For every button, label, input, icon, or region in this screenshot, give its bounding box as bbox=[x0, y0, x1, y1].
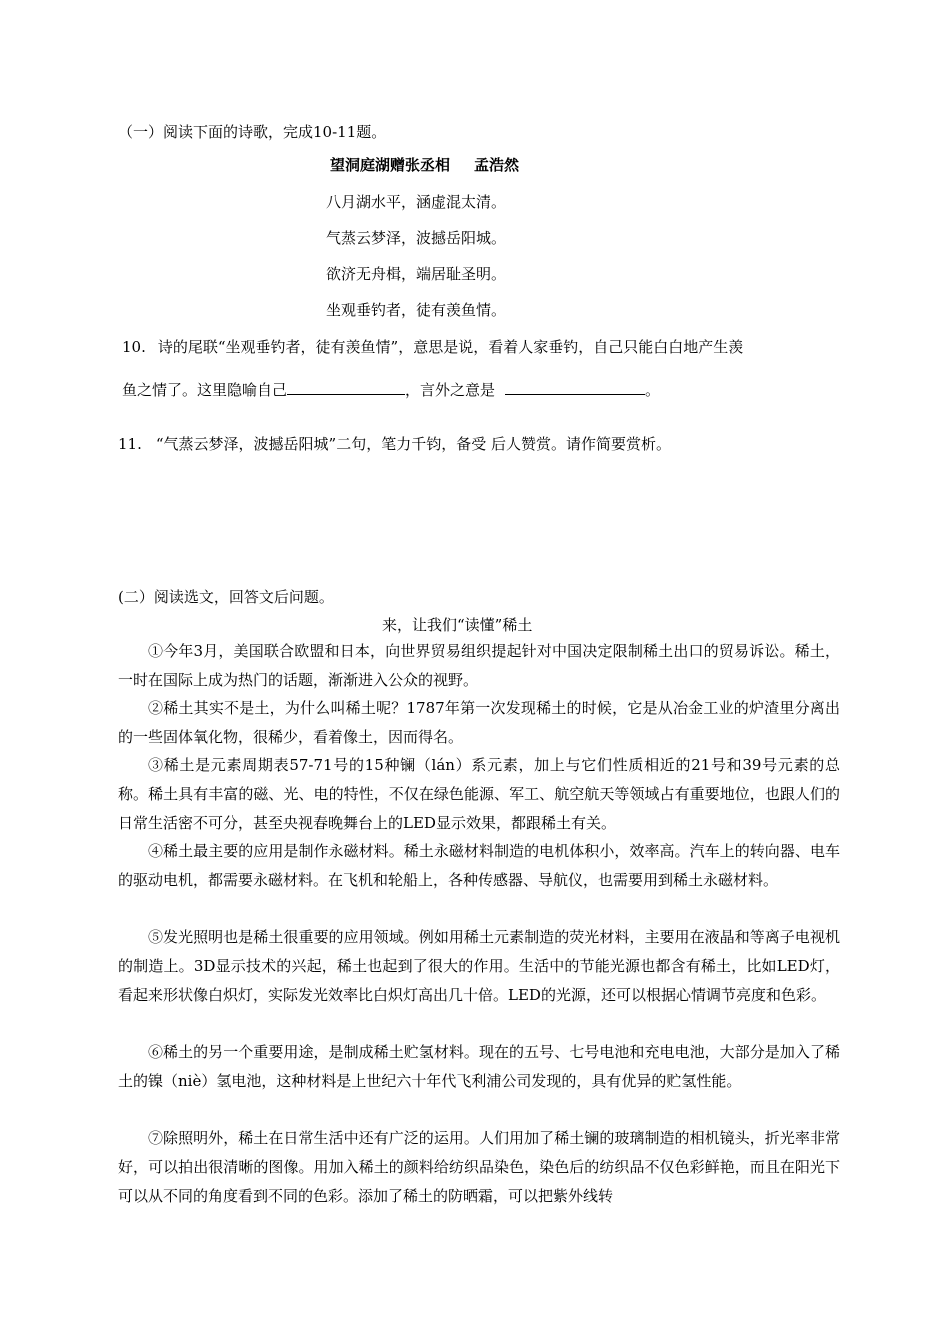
question-10-text-a: 鱼之情了。这里隐喻自己 bbox=[122, 381, 288, 399]
paragraph-3: ③稀土是元素周期表57-71号的15种镧（lán）系元素，加上与它们性质相近的21号和39号元素的总称。稀土具有丰富的磁、光、电的特性，不仅在绿色能源、军工、航空航天等领域占有重要地位，也跟人们的日常生活密不可分，甚至央视春晚舞台上的LED显示效果，都跟稀土有关。 bbox=[118, 756, 840, 832]
question-10-line1 bbox=[122, 337, 743, 357]
section2-heading: (二）阅读选文，回答文后问题。 bbox=[118, 588, 334, 606]
question-11-number: 11. bbox=[118, 435, 142, 453]
question-11 bbox=[118, 434, 671, 454]
paragraph-2: ②稀土其实不是土，为什么叫稀土呢？1787年第一次发现稀土的时候，它是从冶金工业的炉渣里分离出的一些固体氧化物，很稀少，看着像土，因而得名。 bbox=[118, 699, 840, 746]
question-10-number: 10. bbox=[122, 338, 146, 356]
poem-title-line bbox=[330, 155, 519, 175]
question-10-line2 bbox=[122, 378, 660, 400]
paragraph-4: ④稀土最主要的应用是制作永磁材料。稀土永磁材料制造的电机体积小，效率高。汽车上的转向器、电车的驱动电机，都需要永磁材料。在飞机和轮船上，各种传感器、导航仪，也需要用到稀土永磁材料。 bbox=[118, 842, 840, 889]
poem-line: 八月湖水平，涵虚混太清。 bbox=[326, 193, 507, 211]
poem-line: 坐观垂钓者，徒有羡鱼情。 bbox=[326, 301, 507, 319]
poem-line: 欲济无舟楫，端居耻圣明。 bbox=[326, 265, 507, 283]
paragraph-1: ①今年3月，美国联合欧盟和日本，向世界贸易组织提起针对中国决定限制稀土出口的贸易诉讼。稀土，一时在国际上成为热门的话题，渐渐进入公众的视野。 bbox=[118, 642, 840, 689]
question-10-text-c: 。 bbox=[645, 381, 661, 399]
poem-author: 孟浩然 bbox=[474, 156, 520, 174]
section1-heading: （一）阅读下面的诗歌，完成10-11题。 bbox=[118, 123, 387, 141]
answer-blank-1[interactable] bbox=[287, 378, 405, 395]
question-11-text: “气蒸云梦泽，波撼岳阳城”二句，笔力千钧，备受 后人赞赏。请作简要赏析。 bbox=[155, 435, 671, 453]
paragraph-6: ⑥稀土的另一个重要用途，是制成稀土贮氢材料。现在的五号、七号电池和充电电池，大部分是加入了稀土的镍（niè）氢电池，这种材料是上世纪六十年代飞利浦公司发现的，具有优异的贮氢性能。 bbox=[118, 1043, 840, 1090]
answer-blank-2[interactable] bbox=[505, 378, 645, 395]
poem-line: 气蒸云梦泽，波撼岳阳城。 bbox=[326, 229, 507, 247]
paragraph-7: ⑦除照明外，稀土在日常生活中还有广泛的运用。人们用加了稀土镧的玻璃制造的相机镜头，折光率非常好，可以拍出很清晰的图像。用加入稀土的颜料给纺织品染色，染色后的纺织品不仅色彩鲜艳，而且在阳光下可以从不同的角度看到不同的色彩。添加了稀土的防晒霜，可以把紫外线转 bbox=[118, 1129, 840, 1205]
question-10-text: 诗的尾联“坐观垂钓者，徒有羡鱼情”，意思是说，看着人家垂钓，自己只能白白地产生羡 bbox=[157, 338, 744, 356]
paragraph-5: ⑤发光照明也是稀土很重要的应用领域。例如用稀土元素制造的荧光材料，主要用在液晶和等离子电视机的制造上。3D显示技术的兴起，稀土也起到了很大的作用。生活中的节能光源也都含有稀土，比如LED灯，看起来形状像白炽灯，实际发光效率比白炽灯高出几十倍。LED的光源，还可以根据心情调节亮度和色彩。 bbox=[118, 928, 840, 1004]
article-title: 来，让我们“读懂”稀土 bbox=[382, 616, 533, 634]
question-10-text-b: ，言外之意是 bbox=[405, 381, 496, 399]
poem-title: 望洞庭湖赠张丞相 bbox=[330, 156, 451, 174]
